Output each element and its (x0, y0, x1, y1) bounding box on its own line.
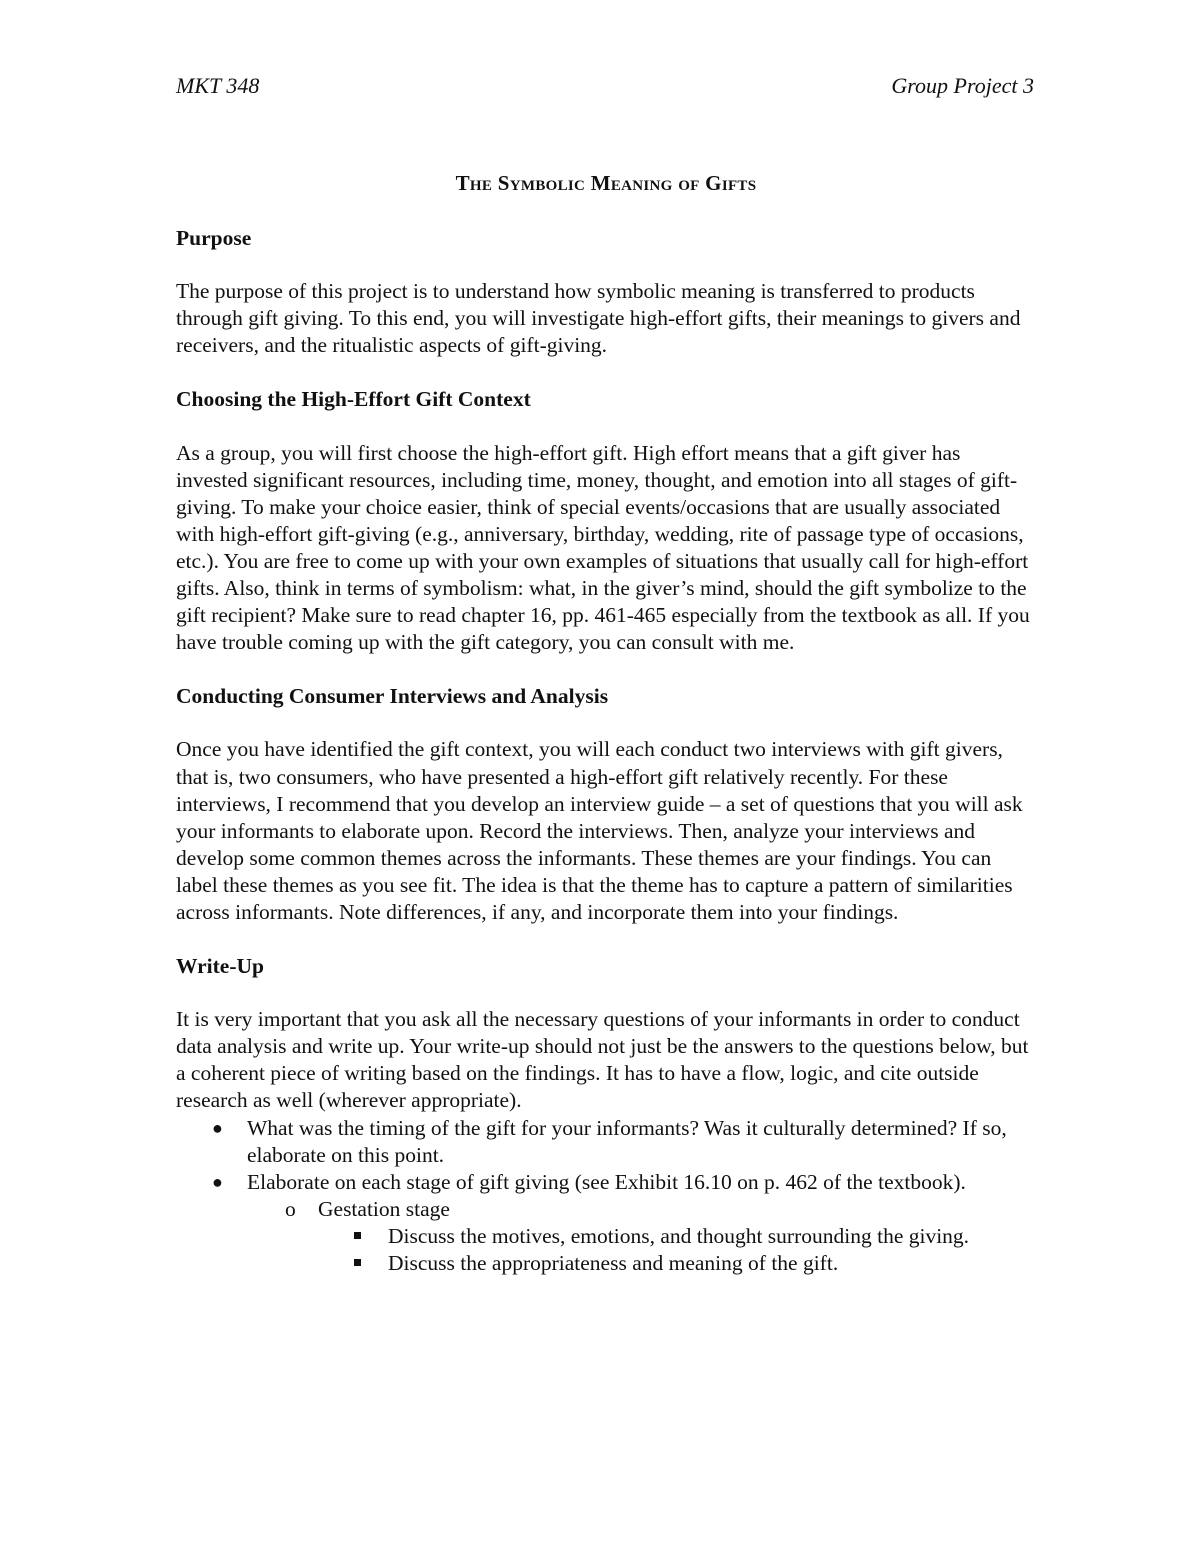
gift-context-heading: Choosing the High-Effort Gift Context (176, 387, 531, 412)
purpose-paragraph: The purpose of this project is to understand how symbolic meaning is transferred to products through gift giving. To this end, you will investigate high-effort gifts, their meanings to givers and receivers, and the ritualistic aspects of gift-giving. (176, 279, 1021, 358)
bullet-circle-icon: o (285, 1196, 296, 1221)
bullet-square-icon (354, 1259, 361, 1266)
interviews-heading: Conducting Consumer Interviews and Analysis (176, 684, 609, 709)
writeup-paragraph: It is very important that you ask all the necessary questions of your informants in order to conduct data analysis and write up. Your write-up should not just be the answers to the questions below, but a coherent piece of writing based on the findings. It has to have a flow, logic, and cite outside research as well (wherever appropriate). (176, 1007, 1029, 1113)
header-project-label: Group Project 3 (891, 73, 1034, 98)
writeup-bullet-list (176, 1115, 1036, 1196)
document-title: The Symbolic Meaning of Gifts (455, 171, 757, 195)
list-item (176, 1250, 1036, 1277)
gestation-sublist (176, 1223, 1036, 1277)
list-item (176, 1115, 1036, 1169)
sub-sub-bullet-text: Discuss the appropriateness and meaning of the gift. (388, 1251, 839, 1275)
sub-bullet-text: Gestation stage (318, 1196, 450, 1221)
bullet-text: Elaborate on each stage of gift giving (see Exhibit 16.10 on p. 462 of the textbook). (247, 1169, 966, 1194)
list-item (176, 1169, 1036, 1196)
writeup-heading: Write-Up (176, 954, 264, 979)
list-item (176, 1196, 1036, 1223)
sub-sub-bullet-text: Discuss the motives, emotions, and thought surrounding the giving. (388, 1223, 970, 1248)
bullet-dot-icon: ● (212, 1117, 223, 1138)
header-course-code: MKT 348 (176, 73, 260, 98)
bullet-dot-icon: ● (212, 1171, 223, 1192)
list-item (176, 1223, 1036, 1250)
purpose-heading: Purpose (176, 226, 252, 251)
interviews-paragraph: Once you have identified the gift context, you will each conduct two interviews with gift givers, that is, two consumers, who have presented a high-effort gift relatively recently. For these interviews, I recommend that you develop an interview guide – a set of questions that you will ask your informants to elaborate upon. Record the interviews. Then, analyze your interviews and develop some common themes across the informants. These themes are your findings. You can label these themes as you see fit. The idea is that the theme has to capture a pattern of similarities across informants. Note differences, if any, and incorporate them into your findings. (176, 737, 1023, 924)
bullet-square-icon (354, 1232, 361, 1239)
bullet-text: What was the timing of the gift for your informants? Was it culturally determined? If so, elaborate on this point. (247, 1115, 1007, 1167)
document-body (176, 170, 1036, 1277)
gift-stage-sublist (176, 1196, 1036, 1223)
gift-context-paragraph: As a group, you will first choose the high-effort gift. High effort means that a gift giver has invested significant resources, including time, money, thought, and emotion into all stages of gift-giving. To make your choice easier, think of special events/occasions that are usually associated with high-effort gift-giving (e.g., anniversary, birthday, wedding, rite of passage type of occasions, etc.). You are free to come up with your own examples of situations that usually call for high-effort gifts. Also, think in terms of symbolism: what, in the giver’s mind, should the gift symbolize to the gift recipient? Make sure to read chapter 16, pp. 461-465 especially from the textbook as all. If you have trouble coming up with the gift category, you can consult with me. (176, 440, 1030, 655)
